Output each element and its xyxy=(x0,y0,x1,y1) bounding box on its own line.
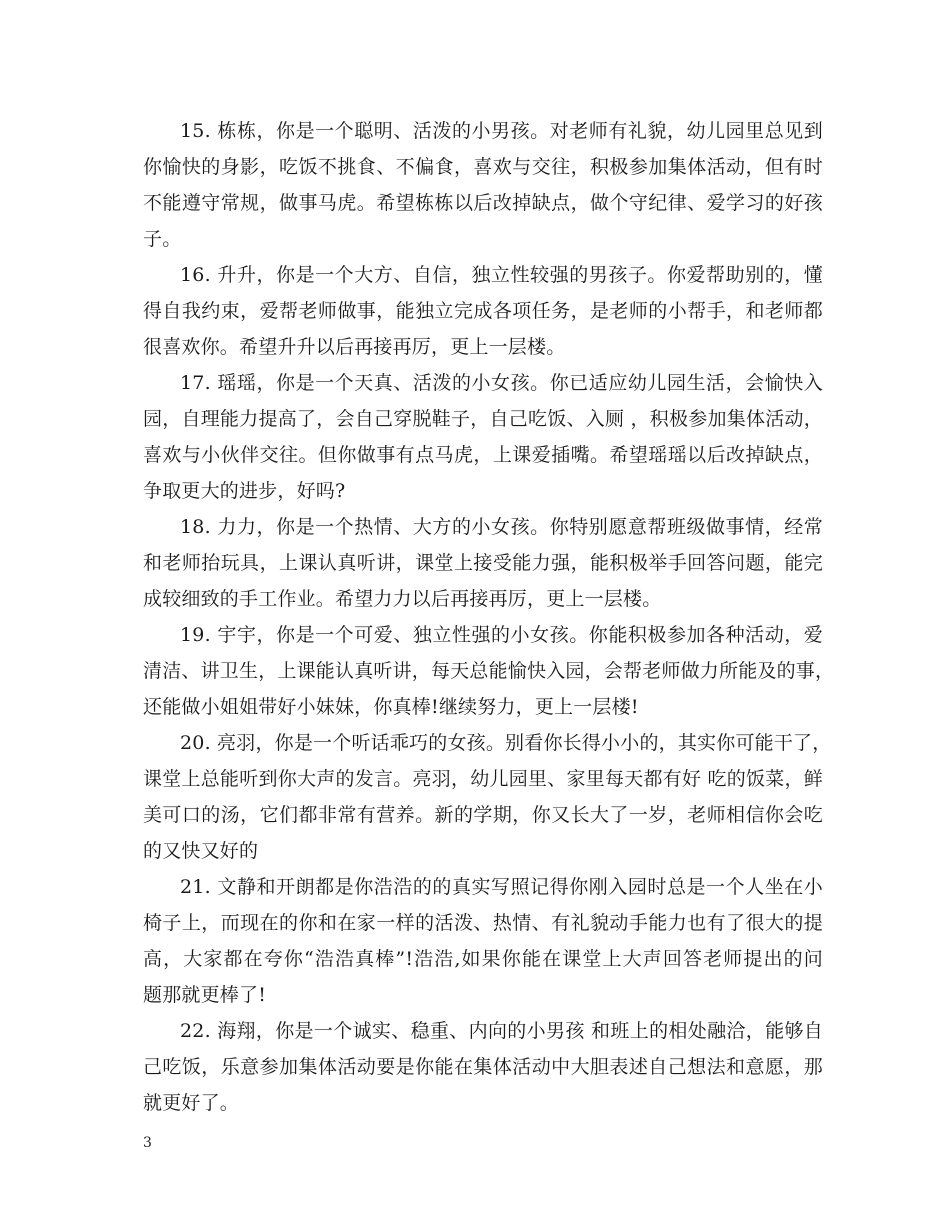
paragraph-22-line-2: 己吃饭，乐意参加集体活动要是你能在集体活动中大胆表述自己想法和意愿，那 xyxy=(143,1056,823,1078)
paragraph-17-line-3: 喜欢与小伙伴交往。但你做事有点马虎，上课爱插嘴。希望瑶瑶以后改掉缺点， xyxy=(143,444,823,466)
paragraph-22-line-3: 就更好了。 xyxy=(143,1092,240,1114)
paragraph-16-line-3: 很喜欢你。希望升升以后再接再厉，更上一层楼。 xyxy=(143,336,566,358)
paragraph-21-line-4: 题那就更棒了! xyxy=(143,984,267,1006)
paragraph-16-line-1: 16. 升升，你是一个大方、自信，独立性较强的男孩子。你爱帮助别的，懂 xyxy=(180,264,823,286)
paragraph-17-line-1: 17. 瑶瑶，你是一个天真、活泼的小女孩。你已适应幼儿园生活，会愉快入 xyxy=(180,372,823,394)
paragraph-18-line-3: 成较细致的手工作业。希望力力以后再接再厉，更上一层楼。 xyxy=(143,588,662,610)
paragraph-20-line-3: 美可口的汤，它们都非常有营养。新的学期，你又长大了一岁，老师相信你会吃 xyxy=(143,804,823,826)
paragraph-15-line-4: 子。 xyxy=(143,228,182,250)
paragraph-20-line-2: 课堂上总能听到你大声的发言。亮羽，幼儿园里、家里每天都有好 吃的饭菜，鲜 xyxy=(143,768,823,790)
paragraph-15-line-3: 不能遵守常规，做事马虎。希望栋栋以后改掉缺点，做个守纪律、爱学习的好孩 xyxy=(143,192,823,214)
paragraph-19-line-2: 清洁、讲卫生，上课能认真听讲，每天总能愉快入园，会帮老师做力所能及的事， xyxy=(143,660,835,682)
paragraph-17-line-2: 园，自理能力提高了，会自己穿脱鞋子，自己吃饭、入厕 ，积极参加集体活动， xyxy=(143,408,823,430)
paragraph-19-line-3: 还能做小姐姐带好小妹妹，你真棒!继续努力，更上一层楼! xyxy=(143,696,639,718)
paragraph-19-line-1: 19. 宇宇，你是一个可爱、独立性强的小女孩。你能积极参加各种活动，爱 xyxy=(180,624,823,646)
paragraph-20-line-1: 20. 亮羽，你是一个听话乖巧的女孩。别看你长得小小的，其实你可能干了， xyxy=(180,732,832,754)
page-number: 3 xyxy=(143,1135,152,1151)
paragraph-18-line-2: 和老师抬玩具，上课认真听讲，课堂上接受能力强，能积极举手回答问题，能完 xyxy=(143,552,823,574)
paragraph-22-line-1: 22. 海翔，你是一个诚实、稳重、内向的小男孩 和班上的相处融洽，能够自 xyxy=(180,1020,823,1042)
paragraph-17-line-4: 争取更大的进步，好吗? xyxy=(143,480,346,502)
paragraph-16-line-2: 得自我约束，爱帮老师做事，能独立完成各项任务，是老师的小帮手，和老师都 xyxy=(143,300,823,322)
paragraph-21-line-3: 高，大家都在夸你“浩浩真棒”!浩浩,如果你能在课堂上大声回答老师提出的问 xyxy=(143,948,823,970)
paragraph-20-line-4: 的又快又好的 xyxy=(143,840,259,862)
paragraph-21-line-2: 椅子上，而现在的你和在家一样的活泼、热情、有礼貌动手能力也有了很大的提 xyxy=(143,912,823,934)
paragraph-15-line-2: 你愉快的身影，吃饭不挑食、不偏食，喜欢与交往，积极参加集体活动，但有时 xyxy=(143,156,823,178)
paragraph-18-line-1: 18. 力力，你是一个热情、大方的小女孩。你特别愿意帮班级做事情，经常 xyxy=(180,516,823,538)
paragraph-15-line-1: 15. 栋栋，你是一个聪明、活泼的小男孩。对老师有礼貌，幼儿园里总见到 xyxy=(180,120,823,142)
paragraph-21-line-1: 21. 文静和开朗都是你浩浩的的真实写照记得你刚入园时总是一个人坐在小 xyxy=(180,876,823,898)
